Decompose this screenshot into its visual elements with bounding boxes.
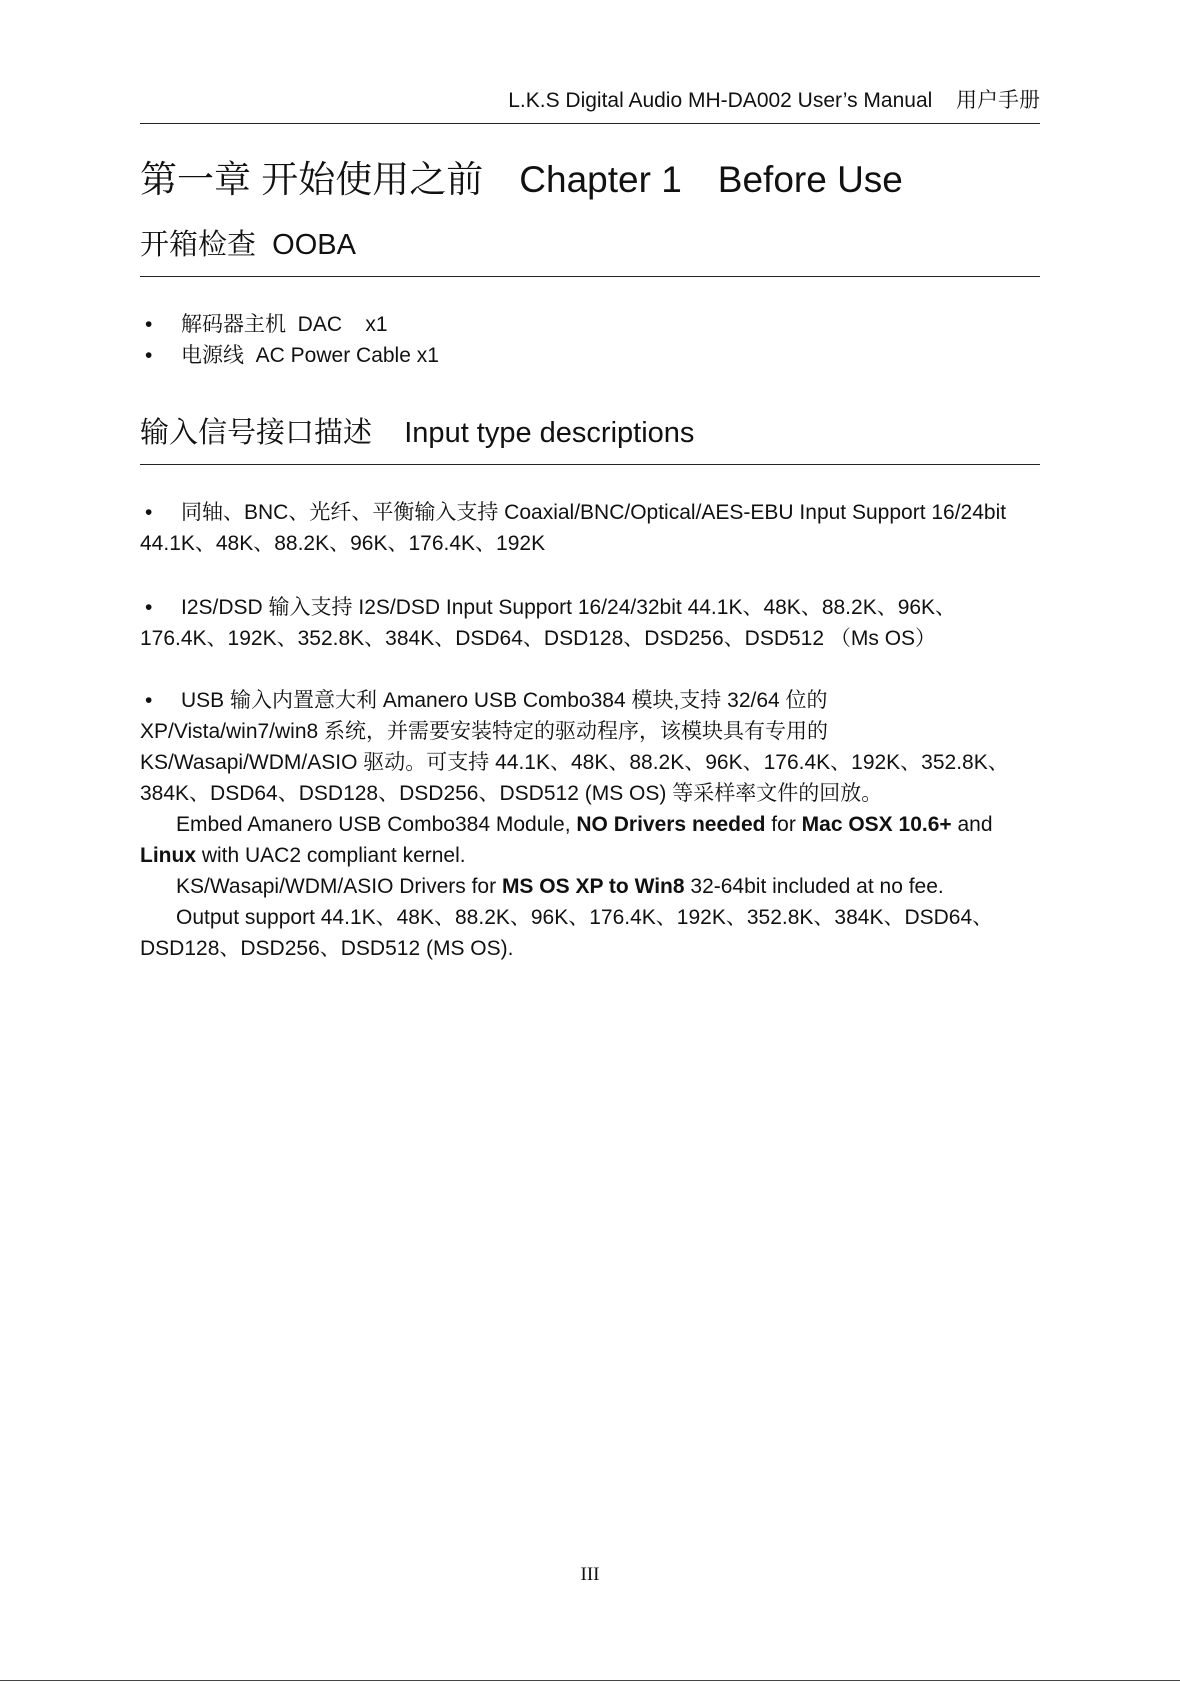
item-name-en: AC Power Cable bbox=[255, 344, 411, 367]
section-rule bbox=[140, 276, 1040, 277]
chapter-title-zh: 第一章 开始使用之前 bbox=[140, 159, 484, 200]
running-header-title: L.K.S Digital Audio MH-DA002 User’s Manual bbox=[508, 89, 933, 112]
embed-note-line bbox=[140, 809, 1045, 840]
running-header-title-zh: 用户手册 bbox=[956, 89, 1040, 112]
embed-text: Embed Amanero USB Combo384 Module, bbox=[176, 813, 577, 836]
section-heading-inputs bbox=[140, 415, 694, 451]
bullet-icon: • bbox=[145, 313, 153, 336]
i2s-line-2: 176.4K、192K、352.8K、384K、DSD64、DSD128、DSD256、DSD512 （Ms OS） bbox=[140, 627, 937, 650]
embed-emphasis: Mac OSX 10.6+ bbox=[801, 813, 952, 836]
page-bottom-edge bbox=[0, 1680, 1180, 1681]
linux-emphasis: Linux bbox=[140, 844, 196, 867]
item-name-zh: 电源线 bbox=[181, 344, 244, 367]
paragraph-line bbox=[140, 592, 1045, 623]
bullet-icon: • bbox=[145, 501, 153, 524]
chapter-title-en: Before Use bbox=[717, 159, 903, 200]
embed-text: and bbox=[951, 813, 993, 836]
bullet-icon: • bbox=[145, 344, 153, 367]
bullet-icon: • bbox=[145, 689, 153, 712]
item-quantity: x1 bbox=[416, 344, 439, 367]
usb-line-3: KS/Wasapi/WDM/ASIO 驱动。可支持 44.1K、48K、88.2K、96K、176.4K、192K、352.8K、 bbox=[140, 751, 1009, 774]
usb-input-paragraph bbox=[140, 685, 1045, 964]
i2s-line-1: I2S/DSD 输入支持 I2S/DSD Input Support 16/24/32bit 44.1K、48K、88.2K、96K、 bbox=[181, 596, 957, 619]
linux-text: with UAC2 compliant kernel. bbox=[196, 844, 466, 867]
i2s-input-paragraph bbox=[140, 592, 1045, 654]
paragraph-line bbox=[140, 685, 1045, 716]
section-heading-inputs-zh: 输入信号接口描述 bbox=[140, 417, 373, 449]
linux-note-line bbox=[140, 840, 1045, 871]
item-name-zh: 解码器主机 bbox=[181, 313, 286, 336]
drivers-text: 32-64bit included at no fee. bbox=[684, 875, 944, 898]
header-rule bbox=[140, 123, 1040, 124]
usb-line-4: 384K、DSD64、DSD128、DSD256、DSD512 (MS OS) 等采样率文件的回放。 bbox=[140, 782, 883, 805]
section-heading-inputs-en: Input type descriptions bbox=[404, 417, 695, 449]
output-support-line-1: Output support 44.1K、48K、88.2K、96K、176.4K、192K、352.8K、384K、DSD64、 bbox=[176, 906, 994, 929]
section-rule bbox=[140, 464, 1040, 465]
coaxial-input-paragraph bbox=[140, 497, 1045, 559]
page-number: III bbox=[580, 1564, 600, 1585]
drivers-emphasis: MS OS XP to Win8 bbox=[501, 875, 685, 898]
embed-emphasis: NO Drivers needed bbox=[576, 813, 766, 836]
bullet-icon: • bbox=[145, 596, 153, 619]
usb-line-2: XP/Vista/win7/win8 系统，并需要安装特定的驱动程序，该模块具有专用的 bbox=[140, 720, 829, 743]
section-heading-ooba bbox=[140, 227, 356, 263]
usb-line-1: USB 输入内置意大利 Amanero USB Combo384 模块,支持 32/64 位的 bbox=[181, 689, 828, 712]
item-quantity: x1 bbox=[365, 313, 388, 336]
paragraph-line bbox=[140, 497, 1045, 528]
coaxial-line-1: 同轴、BNC、光纤、平衡输入支持 Coaxial/BNC/Optical/AES-EBU Input Support 16/24bit bbox=[181, 501, 1007, 524]
chapter-title bbox=[140, 158, 903, 202]
coaxial-line-2: 44.1K、48K、88.2K、96K、176.4K、192K bbox=[140, 532, 546, 555]
output-support-line-2: DSD128、DSD256、DSD512 (MS OS). bbox=[140, 937, 514, 960]
chapter-number: Chapter 1 bbox=[519, 159, 682, 200]
drivers-note-line bbox=[140, 871, 1045, 902]
running-header bbox=[140, 88, 1040, 114]
section-heading-ooba-en: OOBA bbox=[272, 229, 356, 261]
drivers-text: KS/Wasapi/WDM/ASIO Drivers for bbox=[176, 875, 502, 898]
section-heading-ooba-zh: 开箱检查 bbox=[140, 229, 257, 261]
list-item bbox=[140, 340, 1040, 371]
package-contents-list bbox=[140, 309, 1040, 371]
list-item bbox=[140, 309, 1040, 340]
embed-text: for bbox=[765, 813, 802, 836]
item-name-en: DAC bbox=[297, 313, 343, 336]
